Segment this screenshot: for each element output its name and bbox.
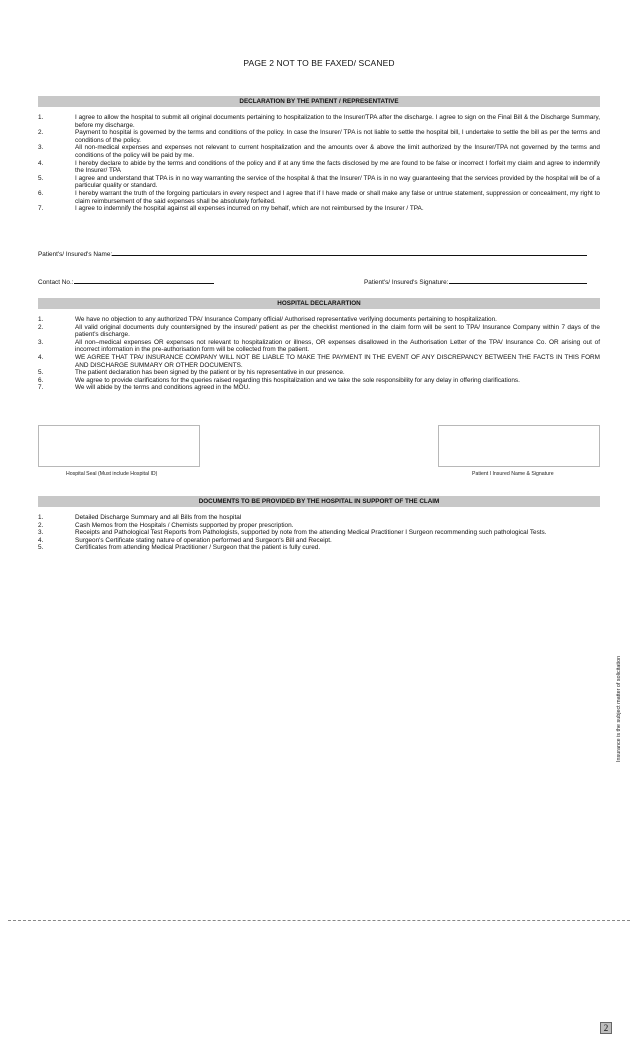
list-item: 2. Payment to hospital is governed by the terms and conditions of the policy. In case the Insurer/ TPA is not liable to settle the hospital bill, I undertake to settle the bill as per the terms and conditions of the policy.: [38, 129, 600, 144]
list-item: 4. Surgeon's Certificate stating nature of operation performed and Surgeon's Bill and Receipt.: [38, 536, 332, 544]
hospital-seal-caption: Hospital Seal (Must include Hospital ID): [66, 471, 158, 477]
list-item: 2. All valid original documents duly countersigned by the insured/ patient as per the checklist mentioned in the claim form will be sent to TPA/ Insurance Company within 7 days of the patient's discharge.: [38, 323, 600, 339]
signature-line[interactable]: [449, 277, 587, 284]
list-item: 7. I agree to indemnify the hospital against all expenses incurred on my behalf, which are not reimbursed by the Insurer / TPA.: [38, 205, 424, 213]
list-item: 2. Cash Memos from the Hospitals / Chemists supported by proper prescription.: [38, 521, 294, 529]
list-item: 5. Certificates from attending Medical Practitioner / Surgeon that the patient is fully cured.: [38, 544, 321, 552]
signature-label: Patient's/ Insured's Signature:: [364, 279, 449, 286]
list-item: 4. I hereby declare to abide by the terms and conditions of the policy and if at any time the facts disclosed by me are found to be false or incorrect I forfeit my claim and agree to indemnify the Insurer/ TPA: [38, 159, 600, 175]
patient-declaration-list: [38, 114, 600, 213]
list-item: 7. We will abide by the terms and conditions agreed in the MOU.: [38, 384, 251, 392]
side-disclaimer: Insurance is the subject matter of solicitation: [616, 655, 622, 762]
list-item: 1. Detailed Discharge Summary and all Bills from the hospital: [38, 514, 242, 521]
hospital-seal-box[interactable]: [38, 425, 200, 467]
signature-field[interactable]: [364, 277, 587, 286]
list-item: 6. We agree to provide clarifications for the queries raised regarding this hospitalization and we take the sole responsibility for any delay in offering clarifications.: [38, 376, 520, 384]
list-item: 6. I hereby warrant the truth of the forgoing particulars in every respect and I agree that if I have made or shall make any false or untrue statement, suppression or concealment, my right to claim reimbursement of the said expenses shall be absolutely forfeited.: [38, 189, 600, 205]
list-item: 3. Receipts and Pathological Test Reports from Pathologists, supported by note from the attending Medical Practitioner I Surgeon recommending such pathological Tests.: [38, 529, 547, 537]
page-notice: PAGE 2 NOT TO BE FAXED/ SCANED: [243, 58, 395, 68]
patient-name-line[interactable]: [112, 249, 587, 256]
hospital-declaration-heading: HOSPITAL DECLARARTION: [38, 298, 600, 309]
list-item: 3. All non–medical expenses OR expenses not relevant to hospitalization or illness, OR expenses disallowed in the Authorisation Letter of the TPA/ Insurance Co. OR arising out of incorrect information in the pre-authorisation form will be collected from the patient.: [38, 338, 600, 354]
list-item: 1. We have no objection to any authorized TPA/ Insurance Company official/ Authorised representative verifying documents pertaining to hospitalization.: [38, 316, 497, 323]
list-item: 4. WE AGREE THAT TPA/ INSURANCE COMPANY WILL NOT BE LIABLE TO MAKE THE PAYMENT IN THE EVENT OF ANY DISCREPANCY BETWEEN THE FACTS IN THIS FORM AND DISCHARGE SUMMARY OR OTHER DOCUMENTS.: [38, 353, 600, 369]
list-item: 3. All non-medical expenses and expenses not relevant to current hospitalization and the amounts over & above the limit authorized by the Insurer/TPA not governed by the terms and conditions of the policy will be paid by me.: [38, 144, 600, 159]
documents-list: [38, 514, 600, 552]
list-item: 1. I agree to allow the hospital to submit all original documents pertaining to hospitalization to the Insurer/TPA after the discharge. I agree to sign on the Final Bill & the Discharge Summary, before my discharge.: [38, 114, 600, 129]
documents-heading: DOCUMENTS TO BE PROVIDED BY THE HOSPITAL IN SUPPORT OF THE CLAIM: [38, 496, 600, 507]
list-item: 5. I agree and understand that TPA is in no way warranting the service of the hospital & that the Insurer/ TPA is in no way guaranteeing that the services provided by the hospital will be of a particular quality or standard.: [38, 174, 600, 190]
patient-signature-caption: Patient I Insured Name & Signature: [472, 471, 554, 477]
page-number-badge: 2: [600, 1022, 612, 1034]
contact-line[interactable]: [74, 277, 214, 284]
list-item: 5. The patient declaration has been signed by the patient or by his representative in our presence.: [38, 369, 345, 377]
patient-name-field[interactable]: [38, 249, 587, 258]
hospital-declaration-list: [38, 316, 600, 392]
contact-field[interactable]: [38, 277, 214, 286]
cut-line-divider: [8, 920, 630, 921]
contact-label: Contact No.:: [38, 279, 74, 286]
patient-signature-box[interactable]: [438, 425, 600, 467]
patient-name-label: Patient's/ Insured's Name:: [38, 251, 113, 258]
patient-declaration-heading: DECLARATION BY THE PATIENT / REPRESENTATIVE: [38, 96, 600, 107]
